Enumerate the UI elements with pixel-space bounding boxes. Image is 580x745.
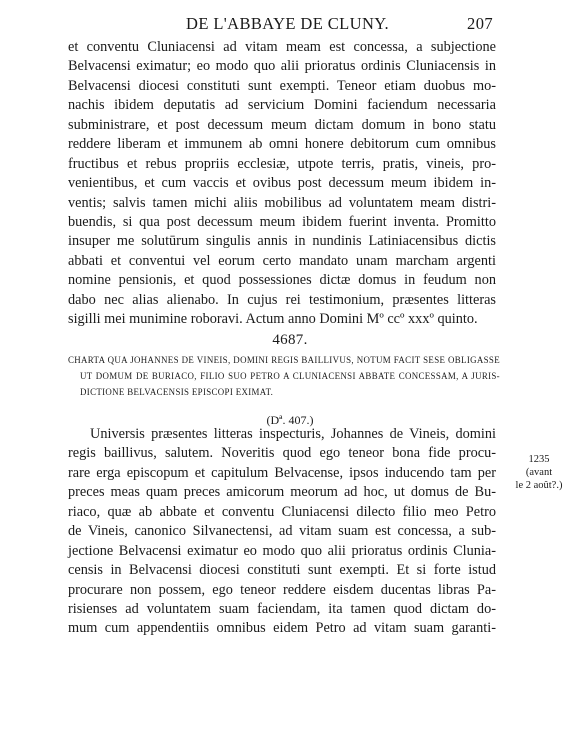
text-line: risienses ad voluntatem suam faciendam, ita tamen quod dictam do- (68, 600, 496, 617)
margin-date-day: le 2 août?.) (515, 480, 563, 491)
text-line: procurare non possem, ego teneor reddere eisdem ducentas libras Pa- (68, 581, 496, 598)
text-line: reddere liberam et immunem ab omni honere debitorum cum omnibus (68, 136, 496, 153)
text-line: ventis; salvis tamen michi aliis mobilibus ad voluntatem meam distri- (68, 194, 496, 211)
text-line: fructibus et rebus propriis ecclesiæ, utpote terris, pratis, vineis, pro- (68, 155, 496, 172)
text-line: mum cum appendentiis omnibus eidem Petro ad vitam suam garanti- (68, 620, 496, 637)
text-line: Belvacensi eximatur; eo modo quo alii prioratus ordinis Cluniacensis in (68, 58, 496, 75)
charter-text (68, 425, 496, 639)
summary-line: UT DOMUM DE BURIACO, FILIO SUO PETRO A CLUNIACENSI ABBATE CONCESSAM, A JURIS- (80, 371, 500, 381)
text-line: nachis ibidem deputatis ad servicium Domini faciendum necessaria (68, 97, 496, 114)
summary-line: DICTIONE BELVACENSIS EPISCOPI EXIMAT. (80, 387, 274, 397)
text-line: dabo nec alias alienabo. In cujus rei testimonium, præsentes litteras (68, 291, 496, 308)
charter-summary (68, 352, 500, 400)
running-head (68, 12, 493, 36)
text-line: Universis præsentes litteras inspecturis, Johannes de Vineis, domini (90, 426, 496, 442)
text-line: subministrare, et post decessum meum dictam domum in bono statu (68, 116, 496, 133)
text-line: jectione Belvacensi eximatur eo modo quo alii prioratus ordinis Clunia- (68, 542, 496, 559)
continued-charter-text (68, 38, 496, 330)
text-line: preces meas quam preces amicorum meorum ad hoc, ut domus de Bu- (68, 484, 496, 501)
text-line: riaco, quæ ab abbate et conventu Cluniacensi dilecto filio meo Petro (68, 503, 496, 520)
text-line: et conventu Cluniacensi ad vitam meam est concessa, a subjectione (68, 39, 496, 55)
margin-date-note (504, 453, 574, 492)
running-title: DE L'ABBAYE DE CLUNY. (186, 14, 389, 33)
text-line: rare erga episcopum et capitulum Belvacense, ipsos inducendo tam per (68, 464, 496, 481)
text-line: abbati et conventui vel eorum certo mandato unam marcham argenti (68, 252, 496, 269)
text-line: nomine pensionis, et quod possessiones dictæ domus in feudum non (68, 272, 496, 289)
text-line: sigilli mei munimine roboravi. Actum anno Domini Mº ccº xxxº quinto. (68, 311, 478, 328)
text-line: Belvacensi diocesi constituti sunt exempti. Teneor etiam duobus mo- (68, 77, 496, 94)
text-line: venientibus, et cum vaccis et ovibus post decessum meum ibidem in- (68, 175, 496, 192)
summary-line: CHARTA QUA JOHANNES DE VINEIS, DOMINI REGIS BAILLIVUS, NOTUM FACIT SESE OBLIGASSE (68, 355, 500, 365)
text-line: regis baillivus, salutem. Noveritis quod ego teneor bona fide procu- (68, 445, 496, 462)
text-line: censis in Belvacensi diocesi constituti sunt exempti. Et si forte istud (68, 562, 496, 579)
text-line: insuper me solutūrum singulis annis in nundinis Latiniacensibus dictis (68, 233, 496, 250)
text-line: de Vineis, canonico Silvanectensi, ad vitam suam est concessa, a sub- (68, 523, 496, 540)
source-reference: (Dª. 407.) (266, 413, 314, 427)
text-line: buendis, si qua post decessum meum ibidem fuerint inventa. Promitto (68, 213, 496, 230)
page-number: 207 (467, 14, 493, 33)
margin-date-year: 1235 (528, 454, 550, 465)
margin-date-qualifier: (avant (525, 467, 553, 478)
charter-number: 4687. (272, 332, 308, 348)
